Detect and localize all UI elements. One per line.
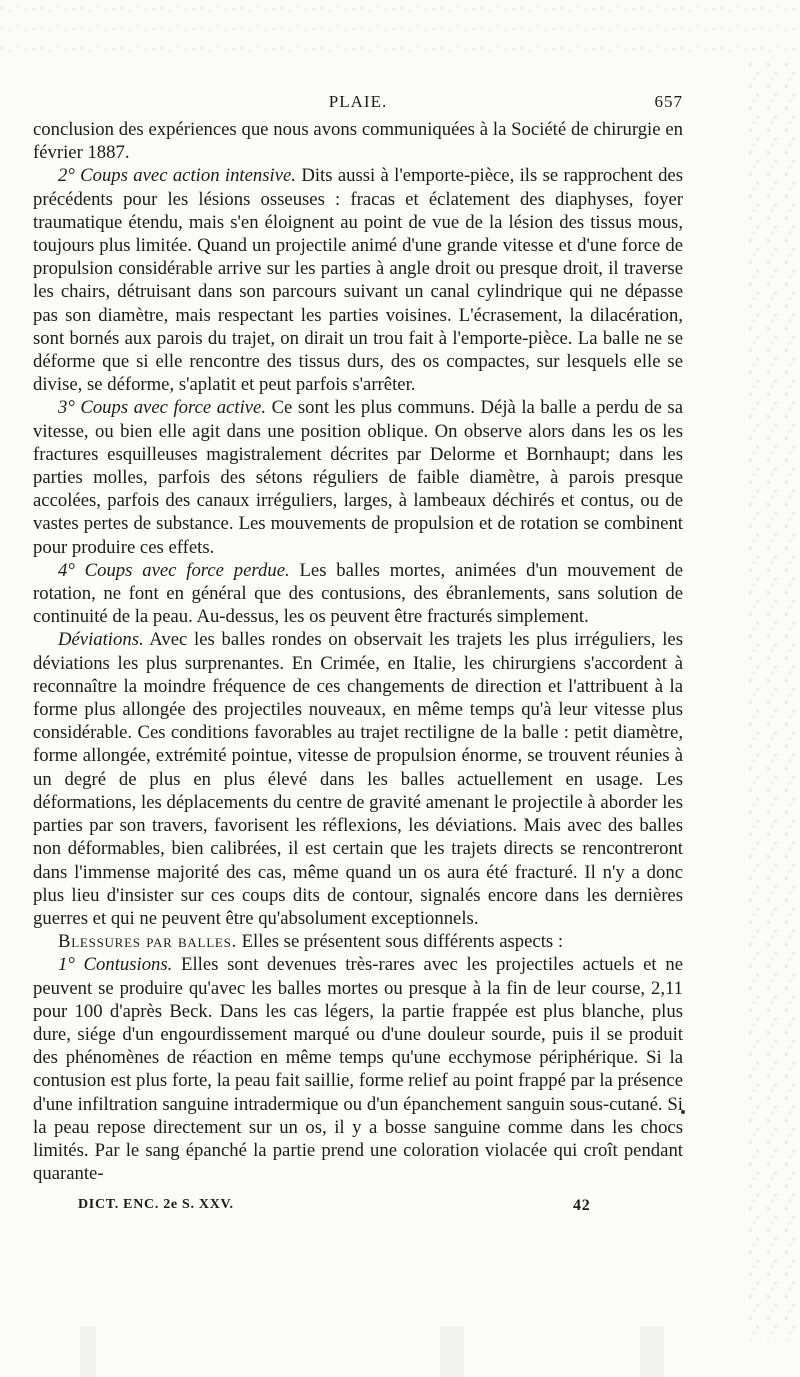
scan-noise-top xyxy=(0,0,800,60)
paragraph-text: Ce sont les plus communs. Déjà la balle a perdu de sa vitesse, ou bien elle agit dans une position oblique. On observe alors dans les os les fractures esquilleuses magistralement décrites par Delorme et Bornhaupt; dans les parties molles, parfois des sétons réguliers de faible diamètre, à parois presque accolées, parfois des canaux irréguliers, larges, à lambeaux déchirés et contus, ou de vastes pertes de substance. Les mouvements de propulsion et de rotation se combinent pour produire ces effets. xyxy=(33,397,683,558)
paragraph-coups-force-perdue xyxy=(33,559,683,629)
scan-noise-right xyxy=(745,60,800,1340)
paragraph-blessures-par-balles xyxy=(33,930,683,953)
paragraph-coups-action-intensive xyxy=(33,164,683,396)
paragraph-conclusion xyxy=(33,118,683,164)
section-heading: 4° Coups avec force perdue. xyxy=(58,559,290,581)
section-heading: 2° Coups avec action intensive. xyxy=(58,165,296,187)
running-head xyxy=(33,92,683,118)
section-heading: Blessures par balles. xyxy=(58,931,237,953)
page-number: 657 xyxy=(654,92,683,111)
paragraph-text: Les balles mortes, animées d'un mouvement de rotation, ne font en général que des contusions, des ébranlements, sans solution de continuité de la peau. Au-dessus, les os peuvent être fracturés simplement. xyxy=(33,559,683,628)
paragraph-text: Avec les balles rondes on observait les trajets les plus irréguliers, les déviations les plus surprenantes. En Crimée, en Italie, les chirurgiens s'accordent à reconnaître la moindre fréquence de ces changements de direction et l'attribuent à la forme plus allongée des projectiles nouveaux, en même temps qu'à leur vitesse plus considérable. Ces conditions favorables au trajet rectiligne de la balle : petit diamètre, forme allongée, extrémité pointue, vitesse de propulsion énorme, se trouvent réunies à un degré de plus en plus élevé dans les balles actuellement en usage. Les déformations, les déplacements du centre de gravité amenant le projectile à aborder les parties par son travers, favorisent les réflexions, les déviations. Mais avec des balles non déformables, bien calibrées, il est certain que les trajets directs se rencontreront dans l'immense majorité des cas, même quand un os aura été fracturé. Il n'y a donc plus lieu d'insister sur ces coups dits de contour, signalés encore dans les dernières guerres et qui ne peuvent être qu'absolument exceptionnels. xyxy=(33,629,683,929)
page-footer xyxy=(33,1197,683,1221)
scan-noise-bottom xyxy=(0,1327,800,1377)
paragraph-text: Dits aussi à l'emporte-pièce, ils se rapprochent des précédents pour les lésions osseuses : fracas et éclatement des diaphyses, foyer traumatique étendu, mais s'en éloignent au point de vue de la lésion des tissus mous, toujours plus limitée. Quand un projectile animé d'une grande vitesse et d'une force de propulsion considérable arrive sur les parties à angle droit ou presque droit, il traverse les chairs, détruisant dans son parcours suivant un canal cylindrique qui ne dépasse pas son diamètre, mais respectant les parties voisines. L'écrasement, la dilacération, sont bornés aux parois du trajet, on dirait un trou fait à l'emporte-pièce. La balle ne se déforme que si elle rencontre des tissus durs, des os compactes, sur lesquels elle se divise, se déforme, s'aplatit et peut parfois s'arrêter. xyxy=(33,165,683,396)
paragraph-contusions xyxy=(33,953,683,1185)
paragraph-coups-force-active xyxy=(33,396,683,558)
signature-mark: DICT. ENC. 2e S. XXV. xyxy=(78,1197,234,1213)
paragraph-deviations xyxy=(33,628,683,930)
gathering-number: 42 xyxy=(573,1197,591,1215)
section-heading: Déviations. xyxy=(58,629,144,651)
paragraph-text: conclusion des expériences que nous avons communiquées à la Société de chirurgie en février 1887. xyxy=(33,119,683,164)
section-heading: 3° Coups avec force active. xyxy=(58,397,267,419)
paragraph-text: Elles sont devenues très-rares avec les projectiles actuels et ne peuvent se produire qu'avec les balles mortes ou presque à la fin de leur course, 2,11 pour 100 d'après Beck. Dans les cas légers, la partie frappée est plus blanche, plus dure, siége d'un engourdissement marqué ou d'une douleur sourde, puis il se produit des phénomènes de réaction en même temps qu'une ecchymose périphérique. Si la contusion est plus forte, la peau fait saillie, forme relief au point frappé par la présence d'une infiltration sanguine intradermique ou d'un épanchement sanguin sous-cutané. Si la peau repose directement sur un os, il y a bosse sanguine comme dans les chocs limités. Par le sang épanché la partie prend une coloration violacée qui croît pendant quarante- xyxy=(33,954,683,1185)
page-title: PLAIE. xyxy=(328,92,388,111)
paragraph-text: Elles se présentent sous différents aspects : xyxy=(236,931,564,953)
section-heading: 1° Contusions. xyxy=(58,954,173,976)
document-page xyxy=(33,92,683,1221)
body-text xyxy=(33,118,683,1185)
